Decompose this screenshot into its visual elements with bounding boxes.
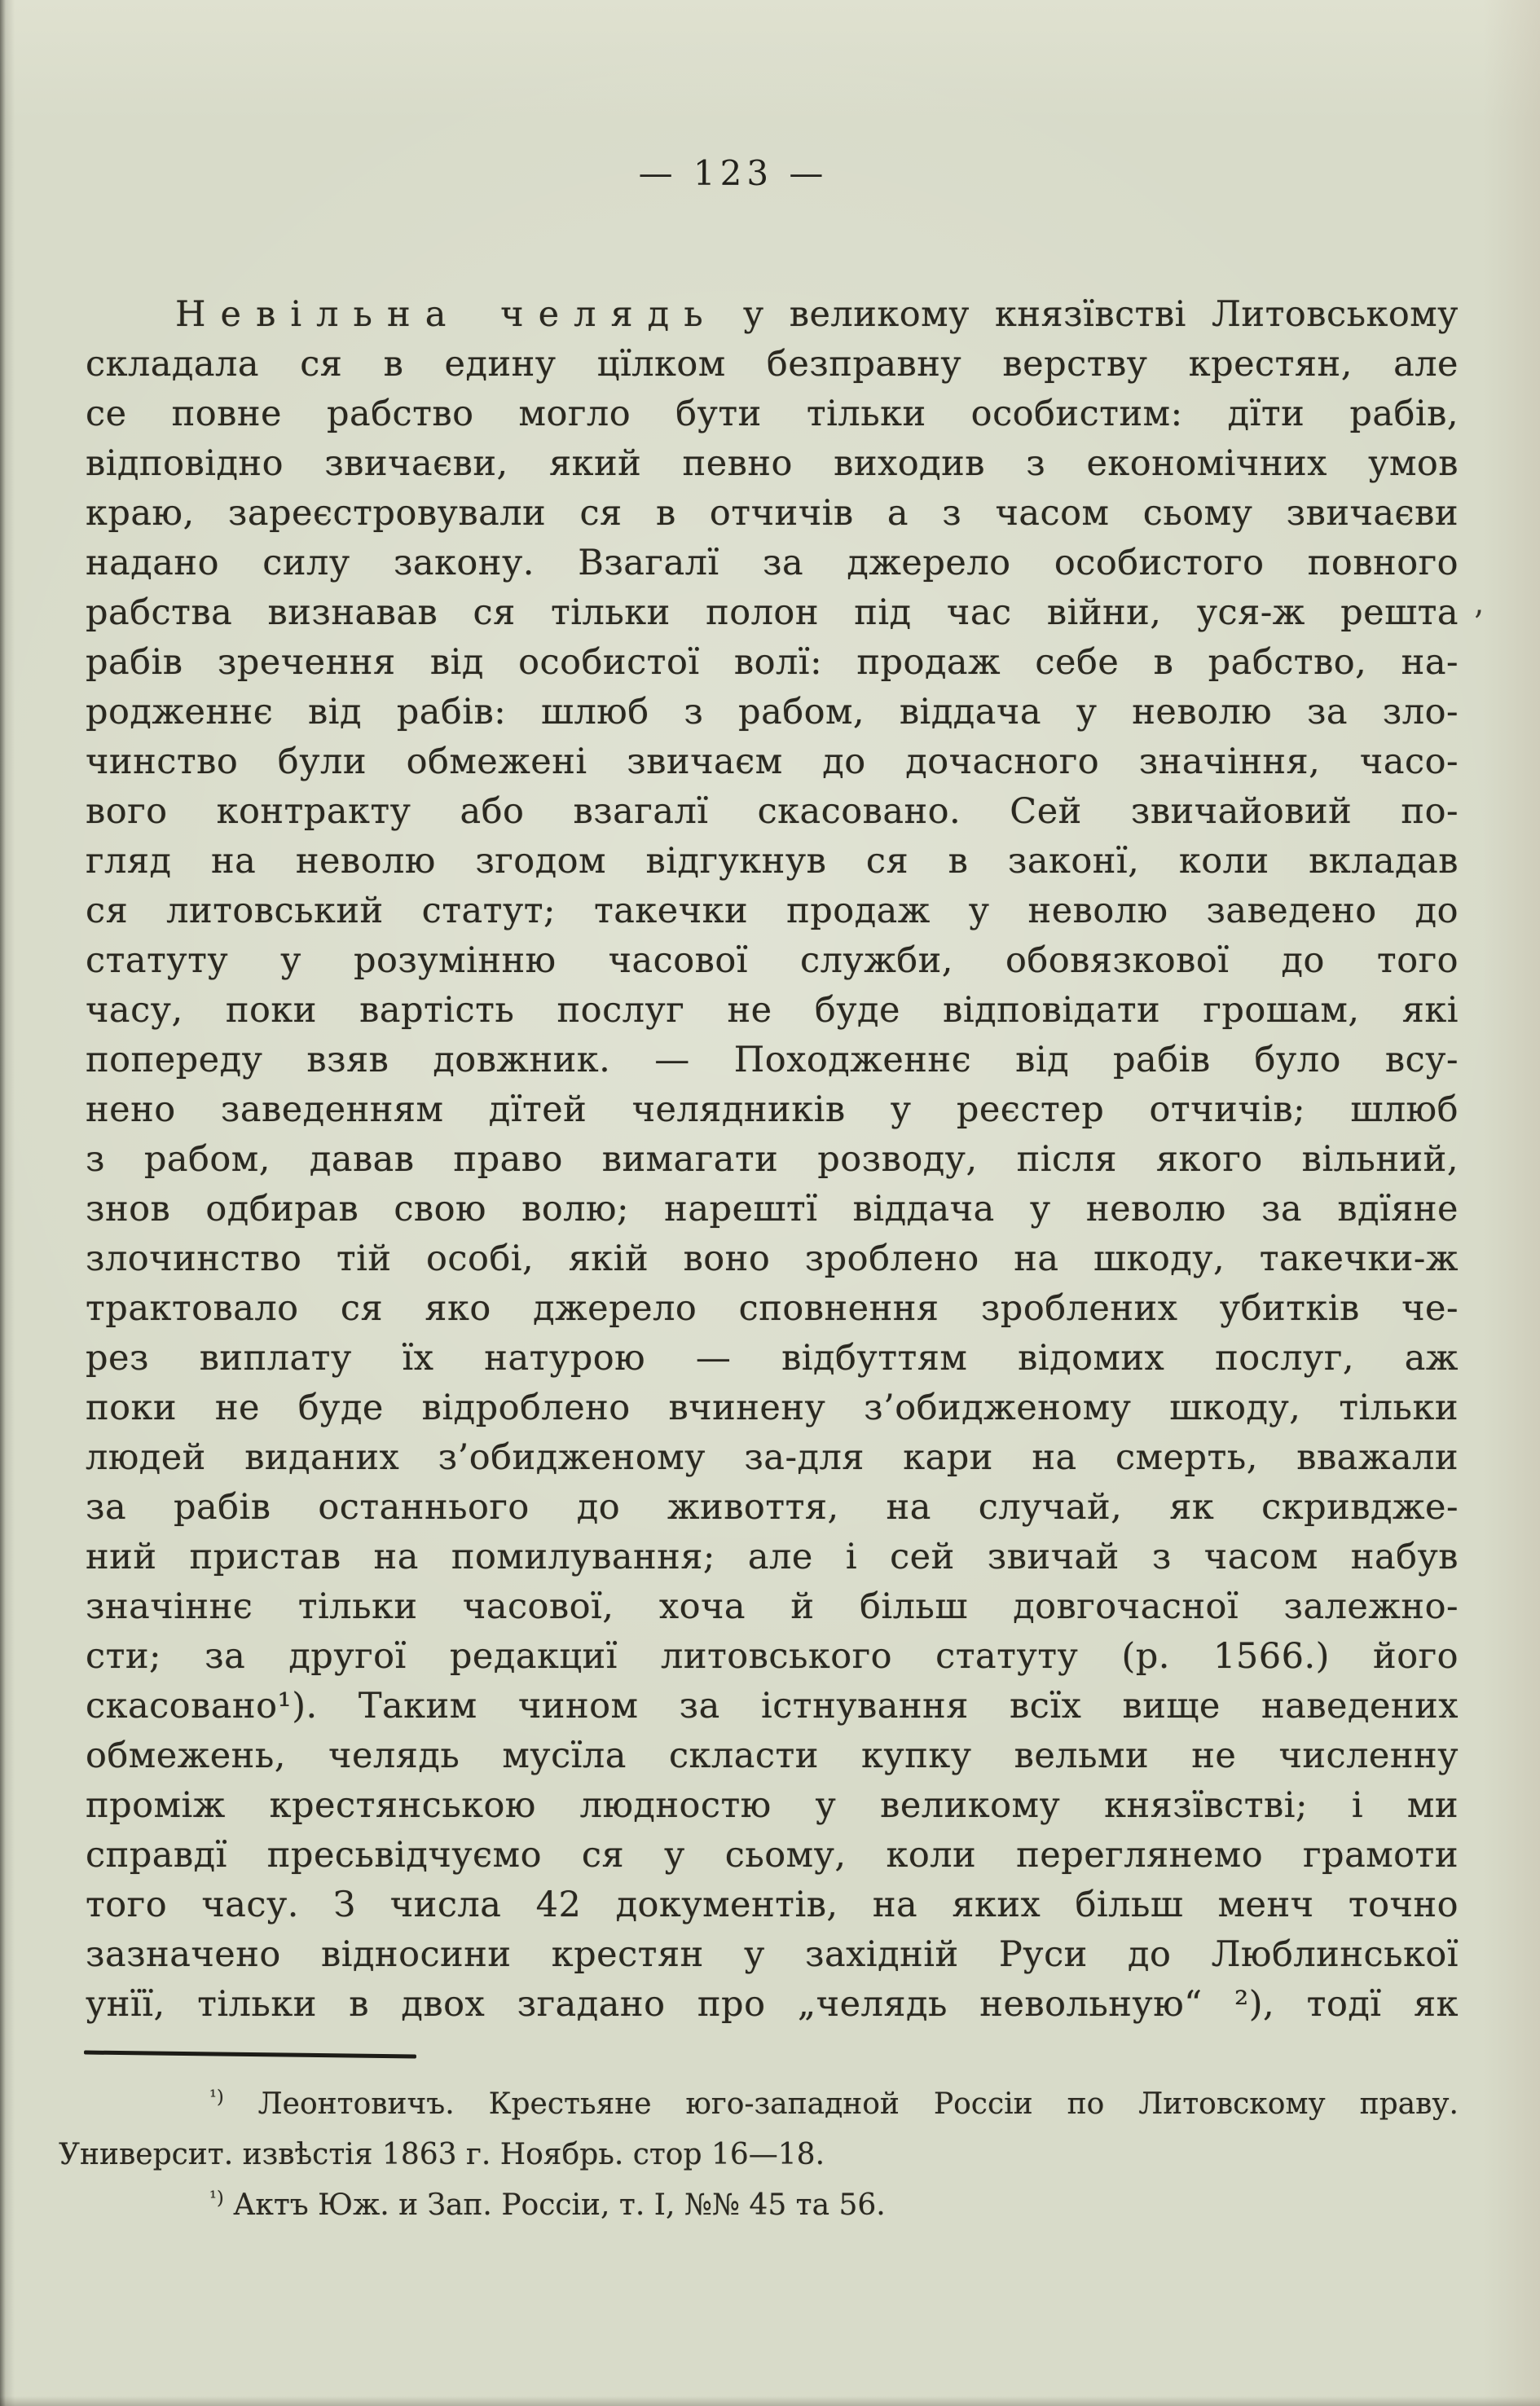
stray-print-mark: ’ xyxy=(1473,605,1484,642)
text-line: проміж крестянською людностю у великому князївстві; і ми xyxy=(86,1785,1459,1826)
page-number: — 123 — xyxy=(638,153,829,193)
text-line: нено заведенням дїтей челядників у реєстер отчичів; шлюб xyxy=(86,1089,1459,1130)
text-line: вого контракту або взагалї скасовано. Сей звичайовий по- xyxy=(86,791,1459,832)
text-line: рез виплату їх натурою — відбуттям відомих послуг, аж xyxy=(86,1338,1459,1379)
lead-spaced-words: Невільна челядь xyxy=(175,294,718,335)
text-line: зазначено відносини крестян у західній Руси до Люблинської xyxy=(86,1934,1459,1975)
text-line: рабів зречення від особистої волї: продаж себе в рабство, на- xyxy=(86,642,1459,683)
text-line: гляд на неволю згодом відгукнув ся в законї, коли вкладав xyxy=(86,841,1459,882)
text-line: злочинство тій особі, якій воно зроблено на шкоду, такечки-ж xyxy=(86,1238,1459,1279)
footnote-2-text: Актъ Юж. и Зап. Россіи, т. I, №№ 45 та 56. xyxy=(233,2188,886,2222)
footnote-1-marker: ¹) xyxy=(209,2087,224,2108)
text-line: сти; за другої редакциї литовського статуту (р. 1566.) його xyxy=(86,1636,1459,1677)
footnote-separator xyxy=(84,2051,416,2059)
footnote-1-line-2 xyxy=(59,2130,1459,2180)
text-line: статуту у розумінню часової служби, обовязкової до того xyxy=(86,940,1459,981)
text-line: того часу. З числа 42 документів, на яких більш менч точно xyxy=(86,1885,1459,1925)
paragraph-lead-line xyxy=(86,290,1459,340)
text-line: відповідно звичаєви, який певно виходив з економічних умов xyxy=(86,443,1459,484)
footnote-2-line-1 xyxy=(59,2180,1459,2231)
text-line: краю, зареєстровували ся в отчичів а з часом сьому звичаєви xyxy=(86,493,1459,534)
text-line: попереду взяв довжник. — Походженнє від рабів було всу- xyxy=(86,1040,1459,1080)
text-line: значіннє тільки часової, хоча й більш довгочасної залежно- xyxy=(86,1586,1459,1627)
text-line: унїї, тільки в двох згадано про „челядь невольную“ ²), тодї як xyxy=(86,1984,1459,2025)
text-line: людей виданих з’обидженому за-для кари на смерть, вважали xyxy=(86,1437,1459,1478)
text-line: родженнє від рабів: шлюб з рабом, віддача у неволю за зло- xyxy=(86,692,1459,732)
text-line: надано силу закону. Взагалї за джерело особистого повного xyxy=(86,543,1459,583)
footnotes xyxy=(59,2079,1459,2231)
text-line: за рабів останнього до живоття, на случай, як скривдже- xyxy=(86,1487,1459,1528)
text-line: скасовано¹). Таким чином за істнування всїх вище наведених xyxy=(86,1686,1459,1726)
footnote-1-text-continued: Университ. извѣстія 1863 г. Ноябрь. стор 16—18. xyxy=(59,2138,825,2171)
text-line: рабства визнавав ся тільки полон під час війни, уся-ж решта xyxy=(86,592,1459,633)
text-line: обмежень, челядь мусїла скласти купку вельми не численну xyxy=(86,1735,1459,1776)
text-line: ся литовський статут; такечки продаж у неволю заведено до xyxy=(86,891,1459,931)
text-line: часу, поки вартість послуг не буде відповідати грошам, які xyxy=(86,990,1459,1031)
footnote-1-text: Леонтовичъ. Крестьяне юго-западной Россіи по Литовскому праву. xyxy=(257,2087,1459,2121)
body-text xyxy=(86,290,1459,2030)
paragraph-lines xyxy=(86,340,1459,2030)
footnote-2-marker: ¹) xyxy=(209,2188,224,2209)
text-line: чинство були обмежені звичаєм до дочасного значіння, часо- xyxy=(86,741,1459,782)
text-line: справдї пресьвідчуємо ся у сьому, коли переглянемо грамоти xyxy=(86,1835,1459,1876)
lead-rest: у великому князївстві Литовському xyxy=(742,294,1459,335)
text-line: трактовало ся яко джерело сповнення зроблених убитків че- xyxy=(86,1288,1459,1329)
text-line: ний пристав на помилування; але і сей звичай з часом набув xyxy=(86,1537,1459,1577)
footnote-1-line-1 xyxy=(59,2079,1459,2130)
text-line: складала ся в едину цїлком безправну верству крестян, але xyxy=(86,344,1459,385)
text-line: з рабом, давав право вимагати розводу, після якого вільний, xyxy=(86,1139,1459,1180)
text-line: поки не буде відроблено вчинену з’обидженому шкоду, тільки xyxy=(86,1388,1459,1428)
text-line: знов одбирав свою волю; нарештї віддача у неволю за вдїяне xyxy=(86,1189,1459,1229)
text-line: се повне рабство могло бути тільки особистим: дїти рабів, xyxy=(86,394,1459,434)
